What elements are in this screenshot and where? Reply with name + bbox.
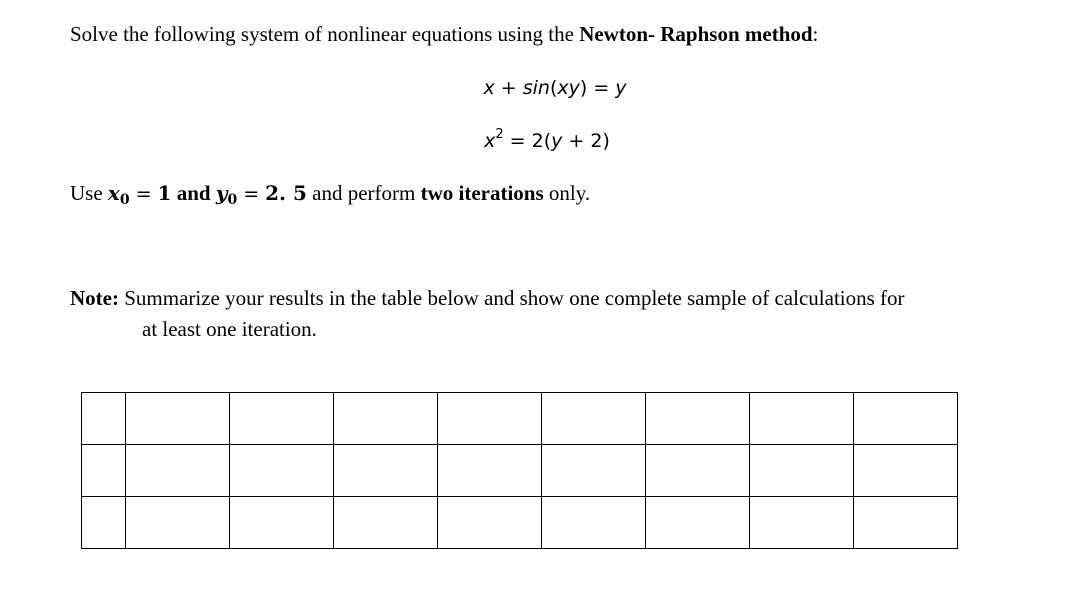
table-cell [646,445,750,497]
y0-var: y [215,181,228,205]
table-cell [334,497,438,549]
eq1-plus: + [494,77,523,99]
table-row [82,393,958,445]
note-line-2 [142,317,317,341]
intro-text: Solve the following system of nonlinear equations using the [70,22,580,46]
eq1-paren-close: ) [579,77,588,99]
note-text-2: at least one iteration. [142,317,317,341]
table-cell [750,445,854,497]
x0-equals: = [135,183,152,205]
table-cell [126,445,230,497]
use-label: Use [70,181,108,205]
table-cell [750,497,854,549]
perform-text: and perform [306,181,421,205]
and-text: and [171,181,216,205]
table-cell [438,497,542,549]
table-cell [82,393,126,445]
table-cell [230,497,334,549]
table-cell [542,497,646,549]
table-cell [82,445,126,497]
eq2-rhs-var: y [551,130,563,152]
table-cell [230,445,334,497]
y0-value: 2. 5 [265,181,307,205]
eq2-rhs-prefix: 2( [531,130,552,152]
x0-sub: 0 [119,192,130,208]
equation-1 [0,76,1080,100]
x0-var: x [107,181,120,205]
eq2-rhs-suffix: + 2) [562,130,610,152]
only-text: only. [543,181,591,205]
table-cell [334,393,438,445]
table-cell [542,393,646,445]
note-label: Note: [70,286,119,310]
table-cell [750,393,854,445]
eq1-x: x [483,77,495,99]
table-cell [230,393,334,445]
table-cell [854,445,958,497]
eq1-equals: = [587,77,616,99]
y0-sub: 0 [227,192,238,208]
eq2-equals: = [503,130,532,152]
table-row [82,497,958,549]
equation-2 [0,129,1080,153]
results-table [81,392,958,549]
table-cell [334,445,438,497]
table-cell [854,497,958,549]
two-iterations-text: two iterations [420,181,544,205]
table-cell [126,393,230,445]
table-cell [646,497,750,549]
table-cell [438,445,542,497]
intro-colon: : [812,22,819,46]
table-cell [126,497,230,549]
table-cell [646,393,750,445]
eq2-x: x [484,130,496,152]
table-cell [438,393,542,445]
table-cell [82,497,126,549]
eq1-arg: xy [557,77,580,99]
eq1-paren-open: ( [549,77,558,99]
eq1-func: sin [522,77,550,99]
problem-intro [70,22,818,46]
note-text-1: Summarize your results in the table below and show one complete sample of calculations for [118,286,905,310]
y0-equals: = [243,183,260,205]
instructions-line [70,181,590,212]
note-line-1 [70,286,905,310]
table-row [82,445,958,497]
table-cell [854,393,958,445]
method-name: Newton- Raphson method [579,22,813,46]
x0-value: 1 [157,181,172,205]
eq1-rhs: y [615,77,627,99]
table-cell [542,445,646,497]
eq2-exponent: 2 [495,127,504,142]
